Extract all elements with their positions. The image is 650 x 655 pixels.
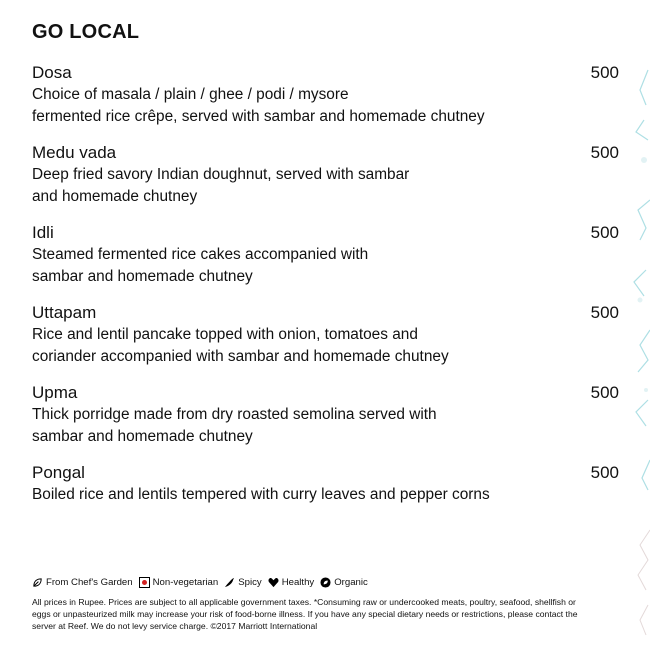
legend-non-veg: [139, 577, 219, 588]
menu-item-name: Upma: [32, 383, 78, 402]
menu-item: [32, 462, 622, 506]
menu-item-name: Dosa: [32, 63, 72, 82]
menu-item-price: 500: [590, 223, 619, 242]
legend-non-veg-label: Non-vegetarian: [152, 577, 219, 588]
dietary-legend: [32, 577, 368, 588]
menu-item-description: Choice of masala / plain / ghee / podi / mysore fermented rice crêpe, served with sambar and homemade chutney: [32, 86, 485, 125]
non-veg-icon: [139, 577, 150, 588]
menu-item: [32, 142, 622, 208]
menu-item-name: Medu vada: [32, 143, 117, 162]
menu-item: [32, 382, 622, 448]
legend-healthy-label: Healthy: [281, 577, 315, 588]
organic-icon: [320, 577, 331, 588]
menu-item-description: Boiled rice and lentils tempered with curry leaves and pepper corns: [32, 486, 490, 503]
menu-item-price: 500: [590, 383, 619, 402]
menu-item: [32, 302, 622, 368]
menu-item-description: Thick porridge made from dry roasted semolina served with sambar and homemade chutney: [32, 406, 437, 445]
menu-item-price: 500: [590, 143, 619, 162]
legend-chefs-garden-label: From Chef's Garden: [46, 577, 133, 588]
legend-chefs-garden: [32, 577, 133, 588]
section-title: GO LOCAL: [32, 21, 140, 43]
heart-icon: [268, 577, 279, 588]
menu-item-price: 500: [590, 63, 619, 82]
menu-item-name: Idli: [32, 223, 54, 242]
menu-item-description: Rice and lentil pancake topped with onion, tomatoes and coriander accompanied with sambar and homemade chutney: [32, 326, 449, 365]
legend-spicy: [224, 577, 261, 588]
footnote: All prices in Rupee. Prices are subject to all applicable government taxes. *Consuming raw or undercooked meats, poultry, seafood, shellfish or eggs or unpasteurized milk may increase your risk of food-borne illness. If you have any special dietary needs or restrictions, please contact the server at Reef. We do not levy service charge. ©2017 Marriott International: [32, 597, 578, 631]
menu-item-description: Deep fried savory Indian doughnut, served with sambar and homemade chutney: [32, 166, 410, 205]
menu-item-description: Steamed fermented rice cakes accompanied with sambar and homemade chutney: [32, 246, 369, 285]
legend-organic-label: Organic: [334, 577, 368, 588]
menu-item-price: 500: [590, 303, 619, 322]
menu-item-price: 500: [590, 463, 619, 482]
legend-healthy: [268, 577, 315, 588]
menu-item-name: Uttapam: [32, 303, 97, 322]
menu-item-name: Pongal: [32, 463, 85, 482]
leaf-icon: [32, 577, 43, 588]
menu-item: [32, 62, 622, 128]
legend-organic: [320, 577, 368, 588]
menu-item: [32, 222, 622, 288]
legend-spicy-label: Spicy: [238, 577, 262, 588]
chili-icon: [224, 577, 235, 588]
